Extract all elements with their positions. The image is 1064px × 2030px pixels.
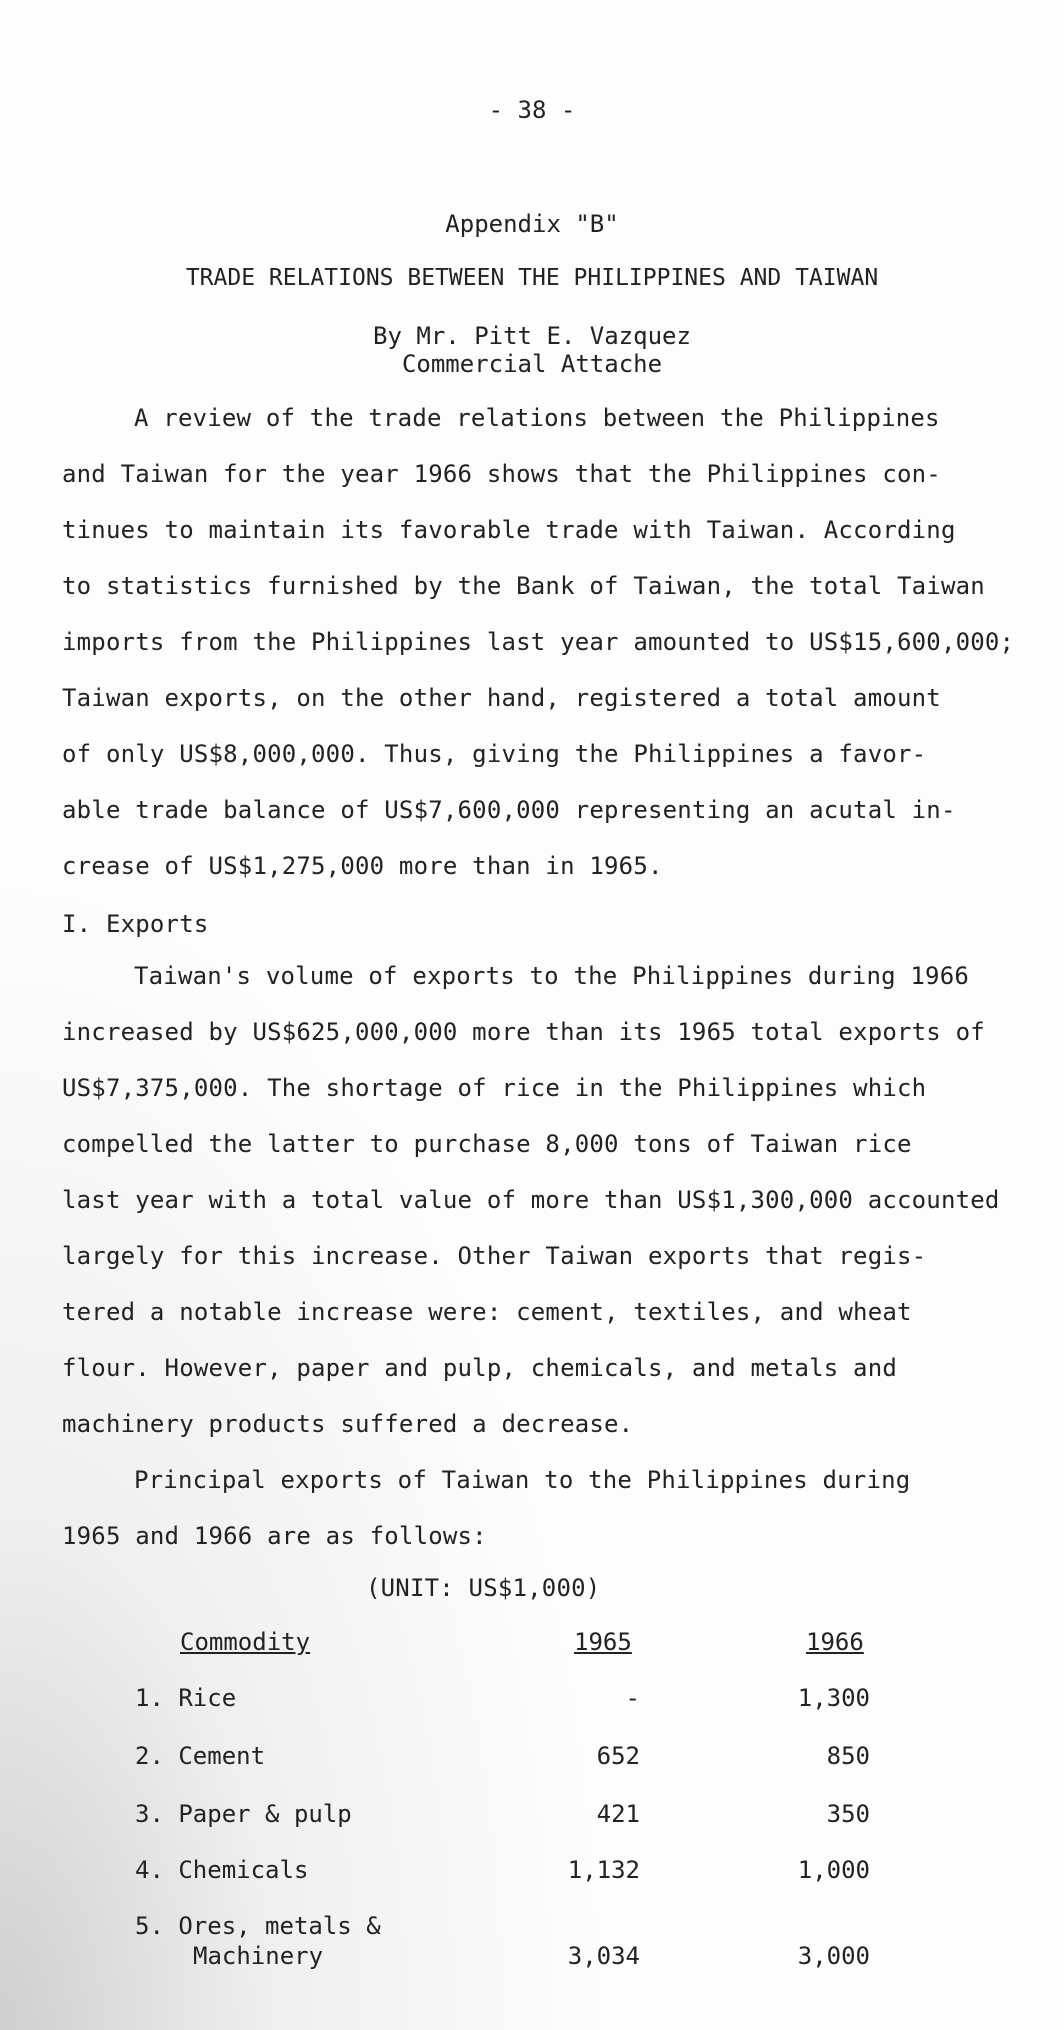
intro-line: able trade balance of US$7,600,000 representing an acutal in- <box>62 796 956 824</box>
table-cell-1966: 1,300 <box>797 1684 870 1712</box>
intro-line: tinues to maintain its favorable trade with Taiwan. According <box>62 516 956 544</box>
table-row-label: 2. Cement <box>135 1742 266 1770</box>
page-number: - 38 - <box>488 96 576 124</box>
table-cell-1966: 3,000 <box>797 1942 870 1970</box>
table-header-commodity: Commodity <box>180 1628 311 1656</box>
exports-line: flour. However, paper and pulp, chemicals, and metals and <box>62 1354 898 1382</box>
table-row-label: 4. Chemicals <box>135 1856 309 1884</box>
table-intro-line: 1965 and 1966 are as follows: <box>62 1522 487 1550</box>
table-cell-1965: 1,132 <box>567 1856 640 1884</box>
table-cell-1966: 350 <box>826 1800 870 1828</box>
table-row-sublabel: Machinery <box>193 1942 324 1970</box>
table-row-label: 1. Rice <box>135 1684 237 1712</box>
intro-line: and Taiwan for the year 1966 shows that the Philippines con- <box>62 460 941 488</box>
exports-line: last year with a total value of more than US$1,300,000 accounted <box>62 1186 1000 1214</box>
table-cell-1965: 3,034 <box>567 1942 640 1970</box>
table-cell-1965: 652 <box>596 1742 640 1770</box>
table-intro-line: Principal exports of Taiwan to the Philippines during <box>134 1466 911 1494</box>
exports-line: compelled the latter to purchase 8,000 tons of Taiwan rice <box>62 1130 912 1158</box>
intro-line: of only US$8,000,000. Thus, giving the Philippines a favor- <box>62 740 927 768</box>
intro-line: imports from the Philippines last year amounted to US$15,600,000; <box>62 628 1015 656</box>
table-cell-1966: 850 <box>826 1742 870 1770</box>
section-heading: I. Exports <box>62 910 209 938</box>
document-title: TRADE RELATIONS BETWEEN THE PHILIPPINES AND TAIWAN <box>185 265 879 291</box>
exports-line: increased by US$625,000,000 more than its 1965 total exports of <box>62 1018 985 1046</box>
exports-line: tered a notable increase were: cement, textiles, and wheat <box>62 1298 912 1326</box>
exports-line: Taiwan's volume of exports to the Philippines during 1966 <box>134 962 970 990</box>
table-header-1966: 1966 <box>806 1628 864 1656</box>
table-cell-1965: - <box>625 1684 640 1712</box>
unit-label: (UNIT: US$1,000) <box>366 1574 601 1602</box>
table-header-1965: 1965 <box>574 1628 632 1656</box>
author-name: By Mr. Pitt E. Vazquez <box>373 322 691 350</box>
exports-line: largely for this increase. Other Taiwan exports that regis- <box>62 1242 927 1270</box>
intro-line: A review of the trade relations between the Philippines <box>134 404 940 432</box>
table-row-label: 3. Paper & pulp <box>135 1800 352 1828</box>
appendix-label: Appendix "B" <box>445 210 619 238</box>
table-row-label: 5. Ores, metals & <box>135 1912 381 1940</box>
exports-line: US$7,375,000. The shortage of rice in the Philippines which <box>62 1074 927 1102</box>
intro-line: crease of US$1,275,000 more than in 1965. <box>62 852 663 880</box>
table-cell-1965: 421 <box>596 1800 640 1828</box>
table-cell-1966: 1,000 <box>797 1856 870 1884</box>
exports-line: machinery products suffered a decrease. <box>62 1410 634 1438</box>
author-position: Commercial Attache <box>401 350 663 378</box>
intro-line: to statistics furnished by the Bank of Taiwan, the total Taiwan <box>62 572 985 600</box>
intro-line: Taiwan exports, on the other hand, registered a total amount <box>62 684 941 712</box>
